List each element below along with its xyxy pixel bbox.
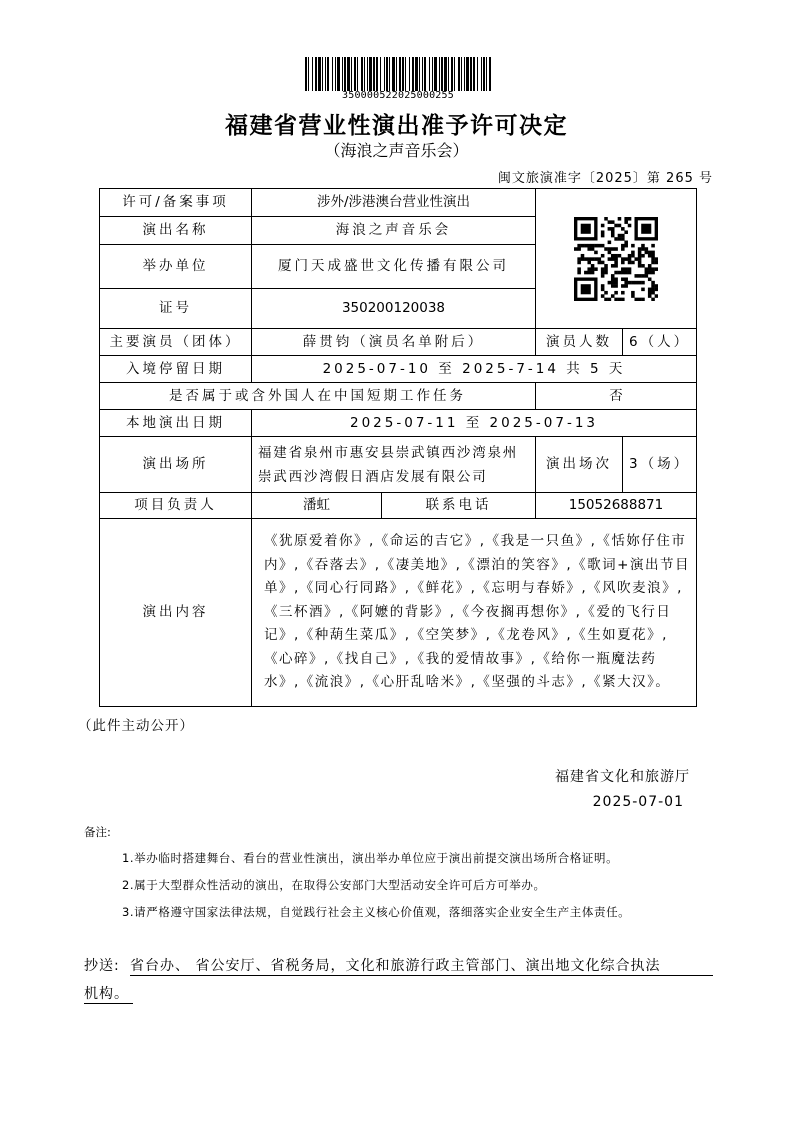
label-main-performer: 主要演员（团体） xyxy=(100,329,252,356)
value-venue: 福建省泉州市惠安县崇武镇西沙湾泉州崇武西沙湾假日酒店发展有限公司 xyxy=(252,437,536,493)
value-sessions: 3（场） xyxy=(623,437,697,493)
label-content: 演出内容 xyxy=(100,519,252,707)
label-venue: 演出场所 xyxy=(100,437,252,493)
qr-code xyxy=(574,217,658,301)
document-number: 闽文旅演准字〔2025〕第 265 号 xyxy=(497,171,713,186)
cc-recipients-line-2: 机构。 xyxy=(84,983,133,1004)
cc-recipients-line-1: 省台办、 省公安厅、省税务局，文化和旅游行政主管部门、演出地文化综合执法 xyxy=(130,955,713,976)
public-note: （此件主动公开） xyxy=(78,718,194,734)
document-title: 福建省营业性演出准予许可决定 xyxy=(225,113,568,139)
value-entry-dates: 2025-07-10 至 2025-7-14 共 5 天 xyxy=(252,356,697,383)
barcode xyxy=(305,57,491,91)
qr-cell xyxy=(536,189,697,329)
value-organizer: 厦门天成盛世文化传播有限公司 xyxy=(252,245,536,289)
value-permit-item: 涉外/涉港澳台营业性演出 xyxy=(252,189,536,217)
label-foreign-question: 是否属于或含外国人在中国短期工作任务 xyxy=(100,383,536,410)
document-subtitle: （海浪之声音乐会） xyxy=(324,141,469,160)
barcode-number: 350000522025000255 xyxy=(342,90,454,101)
permit-table xyxy=(99,188,697,707)
value-performer-count: 6（人） xyxy=(623,329,697,356)
label-organizer: 举办单位 xyxy=(100,245,252,289)
value-content: 《犹原爱着你》,《命运的吉它》,《我是一只鱼》,《恬妳仔住市内》,《吞落去》,《凄美地》,《漂泊的笑容》,《歌词+演出节目单》,《同心行同路》,《鲜花》,《忘明与春娇》,《风吹麦浪》,《三杯酒》,《阿嬷的背影》,《今夜搁再想你》,《爱的飞行日记》,《种葫生菜瓜》,《空笑梦》,《龙卷风》,《生如夏花》,《心碎》,《找自己》,《我的爱情故事》,《给你一瓶魔法药水》,《流浪》,《心肝乱啥米》,《坚强的斗志》,《紧大汉》。 xyxy=(252,519,697,707)
value-cert-no: 350200120038 xyxy=(252,289,536,329)
label-phone: 联系电话 xyxy=(382,493,536,519)
issue-date: 2025-07-01 xyxy=(592,794,684,810)
value-manager: 潘虹 xyxy=(252,493,382,519)
note-item: 3.请严格遵守国家法律法规，自觉践行社会主义核心价值观，落细落实企业安全生产主体责任。 xyxy=(122,905,631,919)
notes-title: 备注: xyxy=(84,825,111,839)
label-cert-no: 证号 xyxy=(100,289,252,329)
value-phone: 15052688871 xyxy=(536,493,697,519)
label-performer-count: 演员人数 xyxy=(536,329,623,356)
cc-label: 抄送: xyxy=(84,958,120,974)
note-item: 2.属于大型群众性活动的演出，在取得公安部门大型活动安全许可后方可举办。 xyxy=(122,878,546,892)
label-local-dates: 本地演出日期 xyxy=(100,410,252,437)
value-show-name: 海浪之声音乐会 xyxy=(252,217,536,245)
issuer: 福建省文化和旅游厅 xyxy=(555,769,690,785)
value-foreign-answer: 否 xyxy=(536,383,697,410)
label-show-name: 演出名称 xyxy=(100,217,252,245)
value-local-dates: 2025-07-11 至 2025-07-13 xyxy=(252,410,697,437)
label-sessions: 演出场次 xyxy=(536,437,623,493)
label-manager: 项目负责人 xyxy=(100,493,252,519)
label-permit-item: 许可/备案事项 xyxy=(100,189,252,217)
value-main-performer: 薛贯钧（演员名单附后） xyxy=(252,329,536,356)
note-item: 1.举办临时搭建舞台、看台的营业性演出，演出举办单位应于演出前提交演出场所合格证明。 xyxy=(122,851,619,865)
label-entry-dates: 入境停留日期 xyxy=(100,356,252,383)
